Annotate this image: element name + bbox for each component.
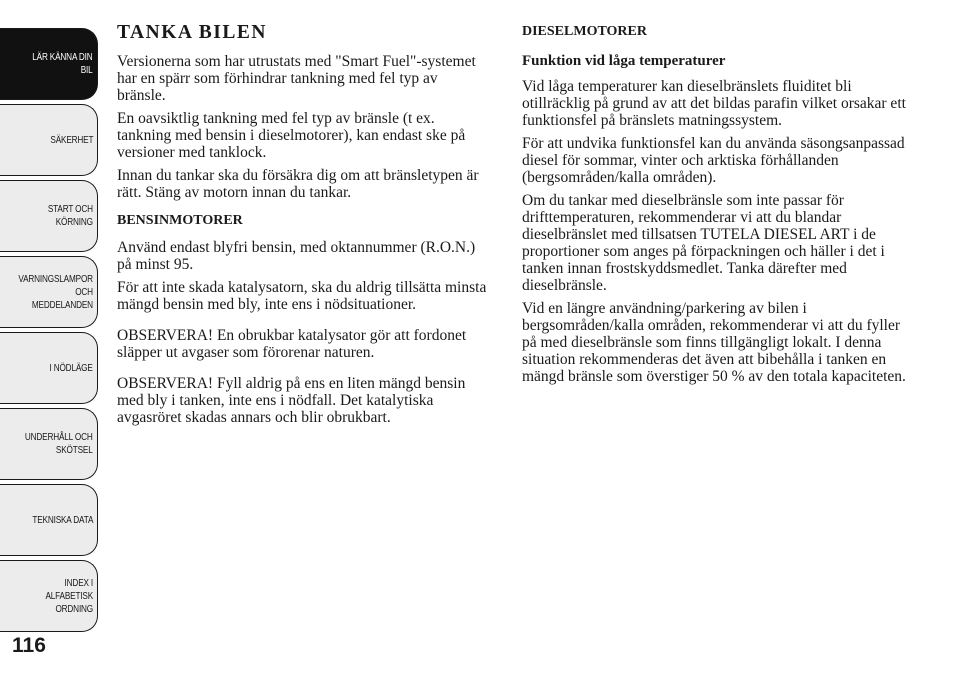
paragraph: Om du tankar med dieselbränsle som inte passar för drifttemperaturen, rekommenderar vi att du blandar dieselbränslet med tillsatsen TUTELA DIESEL ART i de proportioner som anges på förpackningen och häller i det i tanken innan frostskyddsmedlet. Tanka därefter med dieselbränsle. bbox=[522, 192, 885, 294]
tab-label: INDEX I ALFABETISK ORDNING bbox=[45, 577, 93, 615]
tab-label: I NÖDLÄGE bbox=[49, 362, 93, 374]
paragraph: Vid låga temperaturer kan dieselbränslets fluiditet bli otillräcklig på grund av att det bildas parafin vilket orsakar ett funktionsfel på bränslets matningssystem. bbox=[522, 78, 906, 129]
page-number: 116 bbox=[12, 634, 46, 657]
tab-varningslampor[interactable] bbox=[0, 256, 98, 328]
tab-label: LÄR KÄNNA DIN BIL bbox=[32, 52, 93, 76]
left-column bbox=[117, 22, 487, 432]
tab-label: TEKNISKA DATA bbox=[32, 514, 93, 526]
subheading-dieselmotorer: DIESELMOTORER bbox=[522, 24, 647, 39]
tab-start-och-korning[interactable] bbox=[0, 180, 98, 252]
paragraph: Använd endast blyfri bensin, med oktannummer (R.O.N.) på minst 95. bbox=[117, 239, 476, 273]
tab-underhall-och-skotsel[interactable] bbox=[0, 408, 98, 480]
tab-i-nodlage[interactable] bbox=[0, 332, 98, 404]
section-title: TANKA BILEN bbox=[117, 22, 267, 43]
paragraph: En oavsiktlig tankning med fel typ av bränsle (t ex. tankning med bensin i dieselmotorer), kan endast ske på versioner med tanklock. bbox=[117, 110, 466, 161]
right-column bbox=[522, 22, 917, 391]
tab-sakerhet[interactable] bbox=[0, 104, 98, 176]
warning-note: OBSERVERA! En obrukbar katalysator gör att fordonet släpper ut avgaser som förorenar naturen. bbox=[117, 327, 467, 361]
tab-label: SÄKERHET bbox=[50, 134, 93, 146]
paragraph: Versionerna som har utrustats med "Smart Fuel"-systemet har en spärr som förhindrar tankning med fel typ av bränsle. bbox=[117, 53, 476, 104]
paragraph: För att inte skada katalysatorn, ska du aldrig tillsätta minsta mängd bensin med bly, inte ens i nödsituationer. bbox=[117, 279, 487, 313]
tab-label: UNDERHÅLL OCH SKÖTSEL bbox=[25, 432, 93, 456]
subheading-bensinmotorer: BENSINMOTORER bbox=[117, 213, 243, 228]
tab-label: START OCH KÖRNING bbox=[48, 204, 93, 228]
warning-note: OBSERVERA! Fyll aldrig på ens en liten mängd bensin med bly i tanken, inte ens i nödfall. Det katalytiska avgasröret skadas annars och blir obrukbart. bbox=[117, 375, 466, 426]
tab-tekniska-data[interactable] bbox=[0, 484, 98, 556]
tab-index[interactable] bbox=[0, 560, 98, 632]
paragraph: Vid en längre användning/parkering av bilen i bergsområden/kalla områden, rekommenderar vi att du fyller på med dieselbränsle som finns tillgängligt lokalt. I denna situation rekommenderas det även att bibehålla i tanken en mängd bränsle som överstiger 50 % av den totala kapaciteten. bbox=[522, 300, 906, 385]
tab-lar-kanna-din-bil[interactable] bbox=[0, 28, 98, 100]
paragraph: För att undvika funktionsfel kan du använda säsongsanpassad diesel för sommar, vinter och arktiska förhållanden (bergsområden/kalla områden). bbox=[522, 135, 905, 186]
paragraph: Innan du tankar ska du försäkra dig om att bränsletypen är rätt. Stäng av motorn innan du tankar. bbox=[117, 167, 479, 201]
tab-label: VARNINGSLAMPOR OCH MEDDELANDEN bbox=[18, 273, 93, 311]
subheading-laga-temperaturer: Funktion vid låga temperaturer bbox=[522, 53, 726, 69]
